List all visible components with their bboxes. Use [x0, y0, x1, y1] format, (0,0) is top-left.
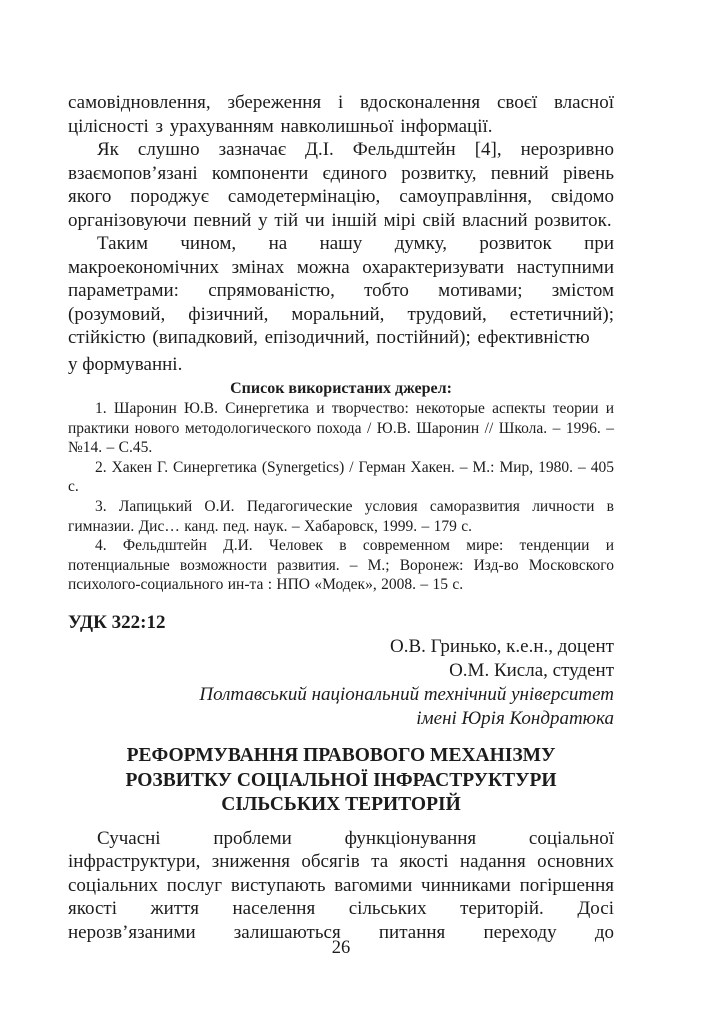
reference-item-2: 2. Хакен Г. Синергетика (Synergetics) / Герман Хакен. – М.: Мир, 1980. – 405 с.: [68, 458, 614, 496]
body-paragraph-development-parameters: Таким чином, на нашу думку, розвиток при макроекономічних змінах можна охарактеризувати наступними параметрами: спрямованістю, тобто мотивами; змістом (розумовий, фізичний, моральний, трудовий, естетичний); стійкістю (випадковий, епізодичний, постійний); ефективністю: [68, 233, 614, 348]
authors-block: [68, 635, 614, 683]
body-paragraph-continuation: самовідновлення, збереження і вдосконалення своєї власної цілісності з урахуванням навколишньої інформації.: [68, 92, 614, 137]
text-block: [68, 91, 614, 944]
page-number: 26: [331, 938, 351, 958]
body-paragraph-feldstein: Як слушно зазначає Д.І. Фельдштейн [4], нерозривно взаємопов’язані компоненти єдиного розвитку, певний рівень якого породжує самодетермінацію, самоуправління, свідомо організовуючи певний у тій чи іншій мірі свій власний розвиток.: [68, 139, 614, 231]
udc-label: УДК 322:12: [68, 611, 166, 633]
reference-item-3: 3. Лапицький О.И. Педагогические условия саморазвития личности в гимназии. Дис… канд. пед. наук. – Хабаровск, 1999. – 179 с.: [68, 497, 614, 535]
reference-item-1: 1. Шаронин Ю.В. Синергетика и творчество: некоторые аспекты теории и практики нового методологического похода / Ю.В. Шаронин // Школа. – 1996. – №14. – С.45.: [68, 400, 614, 457]
body-paragraph-last-line: у формуванні.: [68, 353, 183, 375]
reference-item-4: 4. Фельдштейн Д.И. Человек в современном мире: тенденции и потенциальные возможности развития. – М.; Воронеж: Изд-во Московского психолого-социального ин-та : НПО «Модек», 2008. – 15 с.: [68, 537, 614, 594]
affiliation-block: [68, 683, 614, 731]
author-line-2: О.М. Кисла, студент: [449, 660, 614, 682]
references-heading: Список використаних джерел:: [230, 380, 452, 397]
article-title: [68, 744, 614, 818]
article-title-line-1: РЕФОРМУВАННЯ ПРАВОВОГО МЕХАНІЗМУ: [126, 745, 556, 767]
author-line-1: О.В. Гринько, к.е.н., доцент: [389, 636, 614, 658]
article-intro-paragraph: Сучасні проблеми функціонування соціальної інфраструктури, зниження обсягів та якості надання основних соціальних послуг виступають вагомими чинниками погіршення якості життя населення сільських територій. Досі нерозв’язаними залишаються питання переходу до: [68, 827, 614, 943]
affiliation-line-1: Полтавський національний технічний університет: [199, 684, 614, 706]
article-title-line-2: РОЗВИТКУ СОЦІАЛЬНОЇ ІНФРАСТРУКТУРИ: [125, 769, 557, 791]
affiliation-line-2: імені Юрія Кондратюка: [416, 708, 614, 730]
article-title-line-3: СІЛЬСЬКИХ ТЕРИТОРІЙ: [221, 794, 461, 816]
